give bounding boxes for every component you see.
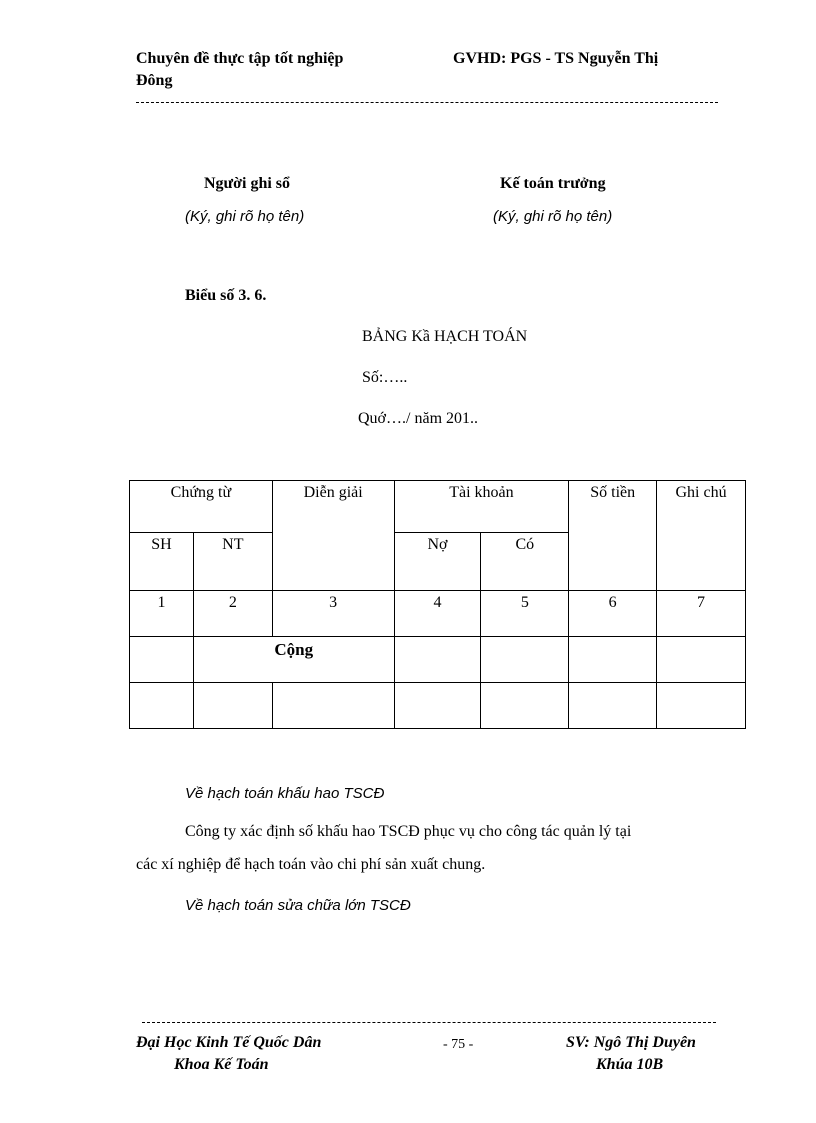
subheader-sh: SH [130, 533, 194, 591]
table-row-numbers [130, 591, 746, 637]
subheader-co: Có [481, 533, 569, 591]
table-row-empty [130, 683, 746, 729]
total-label: Cộng [193, 637, 394, 683]
table-cell [394, 683, 481, 729]
page-number: - 75 - [443, 1037, 474, 1052]
footer-right-line2: Khúa 10B [596, 1056, 664, 1073]
col-header-taikhoan: Tài khoản [394, 481, 569, 533]
col-number: 6 [569, 591, 657, 637]
footer-divider [142, 1022, 716, 1023]
table-cell [657, 637, 746, 683]
col-header-diengiai: Diễn giải [272, 481, 394, 591]
table-cell [481, 637, 569, 683]
subheader-no: Nợ [394, 533, 481, 591]
header-left-line1: Chuyên đề thực tập tốt nghiệp [136, 50, 344, 67]
table-cell [272, 683, 394, 729]
signature-right-title: Kế toán trưởng [500, 175, 606, 192]
form-number: Số:….. [362, 369, 408, 386]
col-number: 2 [193, 591, 272, 637]
table-cell [657, 683, 746, 729]
col-header-ghichu: Ghi chú [657, 481, 746, 591]
header-divider [136, 102, 718, 103]
table-cell [394, 637, 481, 683]
table-cell [130, 683, 194, 729]
col-number: 5 [481, 591, 569, 637]
ledger-table [129, 480, 746, 729]
signature-left-title: Người ghi sổ [204, 175, 291, 192]
table-cell [130, 637, 194, 683]
col-number: 3 [272, 591, 394, 637]
signature-left-sub: (Ký, ghi rõ họ tên) [185, 208, 305, 225]
form-label: Biểu số 3. 6. [185, 287, 267, 304]
table-cell [481, 683, 569, 729]
col-header-chungtu: Chứng từ [130, 481, 273, 533]
table-cell [569, 637, 657, 683]
col-number: 4 [394, 591, 481, 637]
col-header-sotien: Số tiền [569, 481, 657, 591]
footer-right-line1: SV: Ngô Thị Duyên [566, 1034, 696, 1051]
table-cell [569, 683, 657, 729]
table-cell [193, 683, 272, 729]
col-number: 1 [130, 591, 194, 637]
header-left-line2: Đông [136, 72, 173, 89]
table-row-total [130, 637, 746, 683]
col-number: 7 [657, 591, 746, 637]
subheader-nt: NT [193, 533, 272, 591]
footer-left-line1: Đại Học Kinh Tế Quốc Dân [136, 1034, 322, 1051]
paragraph-line2: các xí nghiệp để hạch toán vào chi phí sản xuất chung. [136, 856, 486, 873]
form-period: Quớ…./ năm 201.. [358, 410, 479, 427]
paragraph-line1: Công ty xác định số khấu hao TSCĐ phục vụ cho công tác quản lý tại [185, 823, 632, 840]
header-right: GVHD: PGS - TS Nguyễn Thị [453, 50, 659, 67]
form-title: BẢNG Kầ HẠCH TOÁN [362, 328, 528, 345]
footer-left-line2: Khoa Kế Toán [174, 1056, 269, 1073]
section-heading-depreciation: Về hạch toán khấu hao TSCĐ [185, 785, 385, 802]
signature-right-sub: (Ký, ghi rõ họ tên) [493, 208, 613, 225]
section-heading-repair: Về hạch toán sửa chữa lớn TSCĐ [185, 897, 411, 914]
